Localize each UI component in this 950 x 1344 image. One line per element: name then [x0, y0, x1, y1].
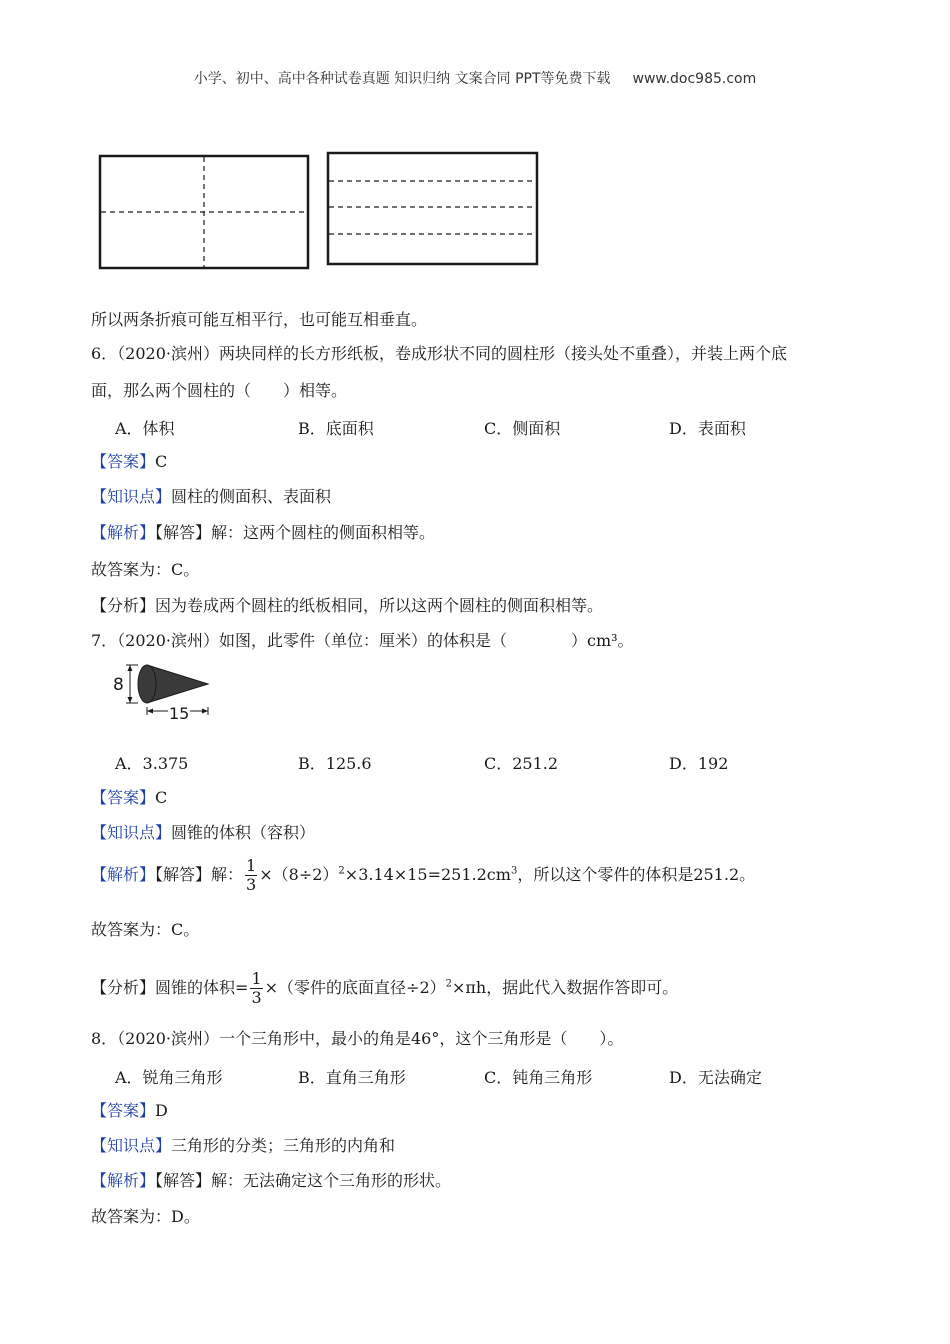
knowledge-tag: 【知识点】	[91, 823, 172, 842]
q7-knowledge-value: 圆锥的体积（容积）	[171, 823, 316, 842]
q7-option-b: B．125.6	[298, 754, 372, 773]
q6-answer-value: C	[155, 452, 168, 471]
q8-stem: 8．（2020·滨州）一个三角形中，最小的角是46°，这个三角形是（ ）。	[91, 1029, 624, 1048]
q6-answer	[91, 451, 167, 473]
q6-reason	[91, 595, 603, 617]
q7-solve-expr: ×（8÷2）	[259, 865, 339, 884]
q7-frac-num: 1	[246, 856, 257, 875]
analysis-tag: 【解析】	[91, 523, 156, 542]
intro-conclusion: 所以两条折痕可能互相平行，也可能互相垂直。	[91, 310, 428, 329]
reason-tag: 【分析】	[91, 596, 156, 615]
cone-diameter-label: 8	[113, 675, 124, 695]
q7-stem: 7．（2020·滨州）如图，此零件（单位：厘米）的体积是（ ）cm³。	[91, 631, 634, 650]
reason-tag: 【分析】	[91, 978, 156, 997]
q8-solve: 解：无法确定这个三角形的形状。	[211, 1171, 452, 1190]
q8-answer	[91, 1100, 168, 1122]
q7-solve-rest: ×3.14×15=251.2cm	[344, 865, 511, 884]
q6-stem-line2: 面，那么两个圆柱的（ ）相等。	[91, 381, 348, 400]
q7-reason-sup: 2	[445, 978, 452, 990]
q7-answer-value: C	[155, 788, 168, 807]
q8-knowledge-value: 三角形的分类；三角形的内角和	[171, 1136, 396, 1155]
q7-reason-frac-num: 1	[251, 969, 262, 988]
q6-final: 故答案为：C。	[91, 560, 200, 579]
solve-tag: 【解答】	[155, 523, 212, 542]
q7-option-a: A．3.375	[115, 754, 189, 773]
q8-final: 故答案为：D。	[91, 1207, 200, 1226]
q6-knowledge-value: 圆柱的侧面积、表面积	[171, 487, 332, 506]
q6-solve: 解：这两个圆柱的侧面积相等。	[211, 523, 436, 542]
cone-length-label: 15	[169, 704, 190, 722]
solve-tag: 【解答】	[155, 865, 212, 884]
q7-fraction	[245, 857, 257, 894]
q7-reason-frac-den: 3	[251, 988, 262, 1007]
answer-tag: 【答案】	[91, 1101, 156, 1120]
answer-tag: 【答案】	[91, 788, 156, 807]
q7-reason	[91, 970, 678, 1007]
fold-figure-perpendicular	[98, 153, 314, 271]
q6-option-d: D．表面积	[669, 419, 746, 438]
q8-knowledge	[91, 1135, 395, 1157]
header-site: www.doc985.com	[632, 71, 757, 87]
q7-option-d: D．192	[669, 754, 729, 773]
analysis-tag: 【解析】	[91, 1171, 156, 1190]
q8-analysis	[91, 1170, 451, 1192]
fold-figure-parallel	[325, 150, 541, 268]
q7-reason-expr: ×（零件的底面直径÷2）	[264, 978, 446, 997]
answer-tag: 【答案】	[91, 452, 156, 471]
q6-reason-value: 因为卷成两个圆柱的纸板相同，所以这两个圆柱的侧面积相等。	[155, 596, 604, 615]
q6-option-b: B．底面积	[298, 419, 374, 438]
header-text: 小学、初中、高中各种试卷真题 知识归纳 文案合同 PPT等免费下载	[193, 71, 611, 87]
q6-stem-line1: 6．（2020·滨州）两块同样的长方形纸板，卷成形状不同的圆柱形（接头处不重叠），并装上两个底	[91, 344, 787, 363]
q8-answer-value: D	[155, 1101, 168, 1120]
q7-analysis	[91, 857, 755, 894]
q7-knowledge	[91, 822, 315, 844]
cone-figure	[110, 660, 220, 722]
q7-reason-prefix: 圆锥的体积=	[155, 978, 249, 997]
q7-answer	[91, 787, 167, 809]
q7-reason-tail: ×πh，据此代入数据作答即可。	[452, 978, 679, 997]
q8-option-b: B．直角三角形	[298, 1068, 406, 1087]
q7-option-c: C．251.2	[484, 754, 559, 773]
page-header	[0, 68, 950, 88]
q7-final: 故答案为：C。	[91, 920, 200, 939]
q7-solve-prefix: 解：	[211, 865, 244, 884]
analysis-tag: 【解析】	[91, 865, 156, 884]
q6-analysis	[91, 522, 435, 544]
q8-option-a: A．锐角三角形	[115, 1068, 223, 1087]
q7-solve-unit-sup: 3	[510, 865, 518, 877]
q7-solve-tail: ，所以这个零件的体积是251.2。	[517, 865, 756, 884]
q7-solve-sup: 2	[338, 865, 345, 877]
solve-tag: 【解答】	[155, 1171, 212, 1190]
q8-option-d: D．无法确定	[669, 1068, 762, 1087]
q6-option-a: A．体积	[115, 419, 175, 438]
q7-reason-fraction	[250, 970, 262, 1007]
q6-option-c: C．侧面积	[484, 419, 561, 438]
q7-frac-den: 3	[246, 875, 257, 894]
knowledge-tag: 【知识点】	[91, 487, 172, 506]
q8-option-c: C．钝角三角形	[484, 1068, 593, 1087]
q6-knowledge	[91, 486, 331, 508]
knowledge-tag: 【知识点】	[91, 1136, 172, 1155]
